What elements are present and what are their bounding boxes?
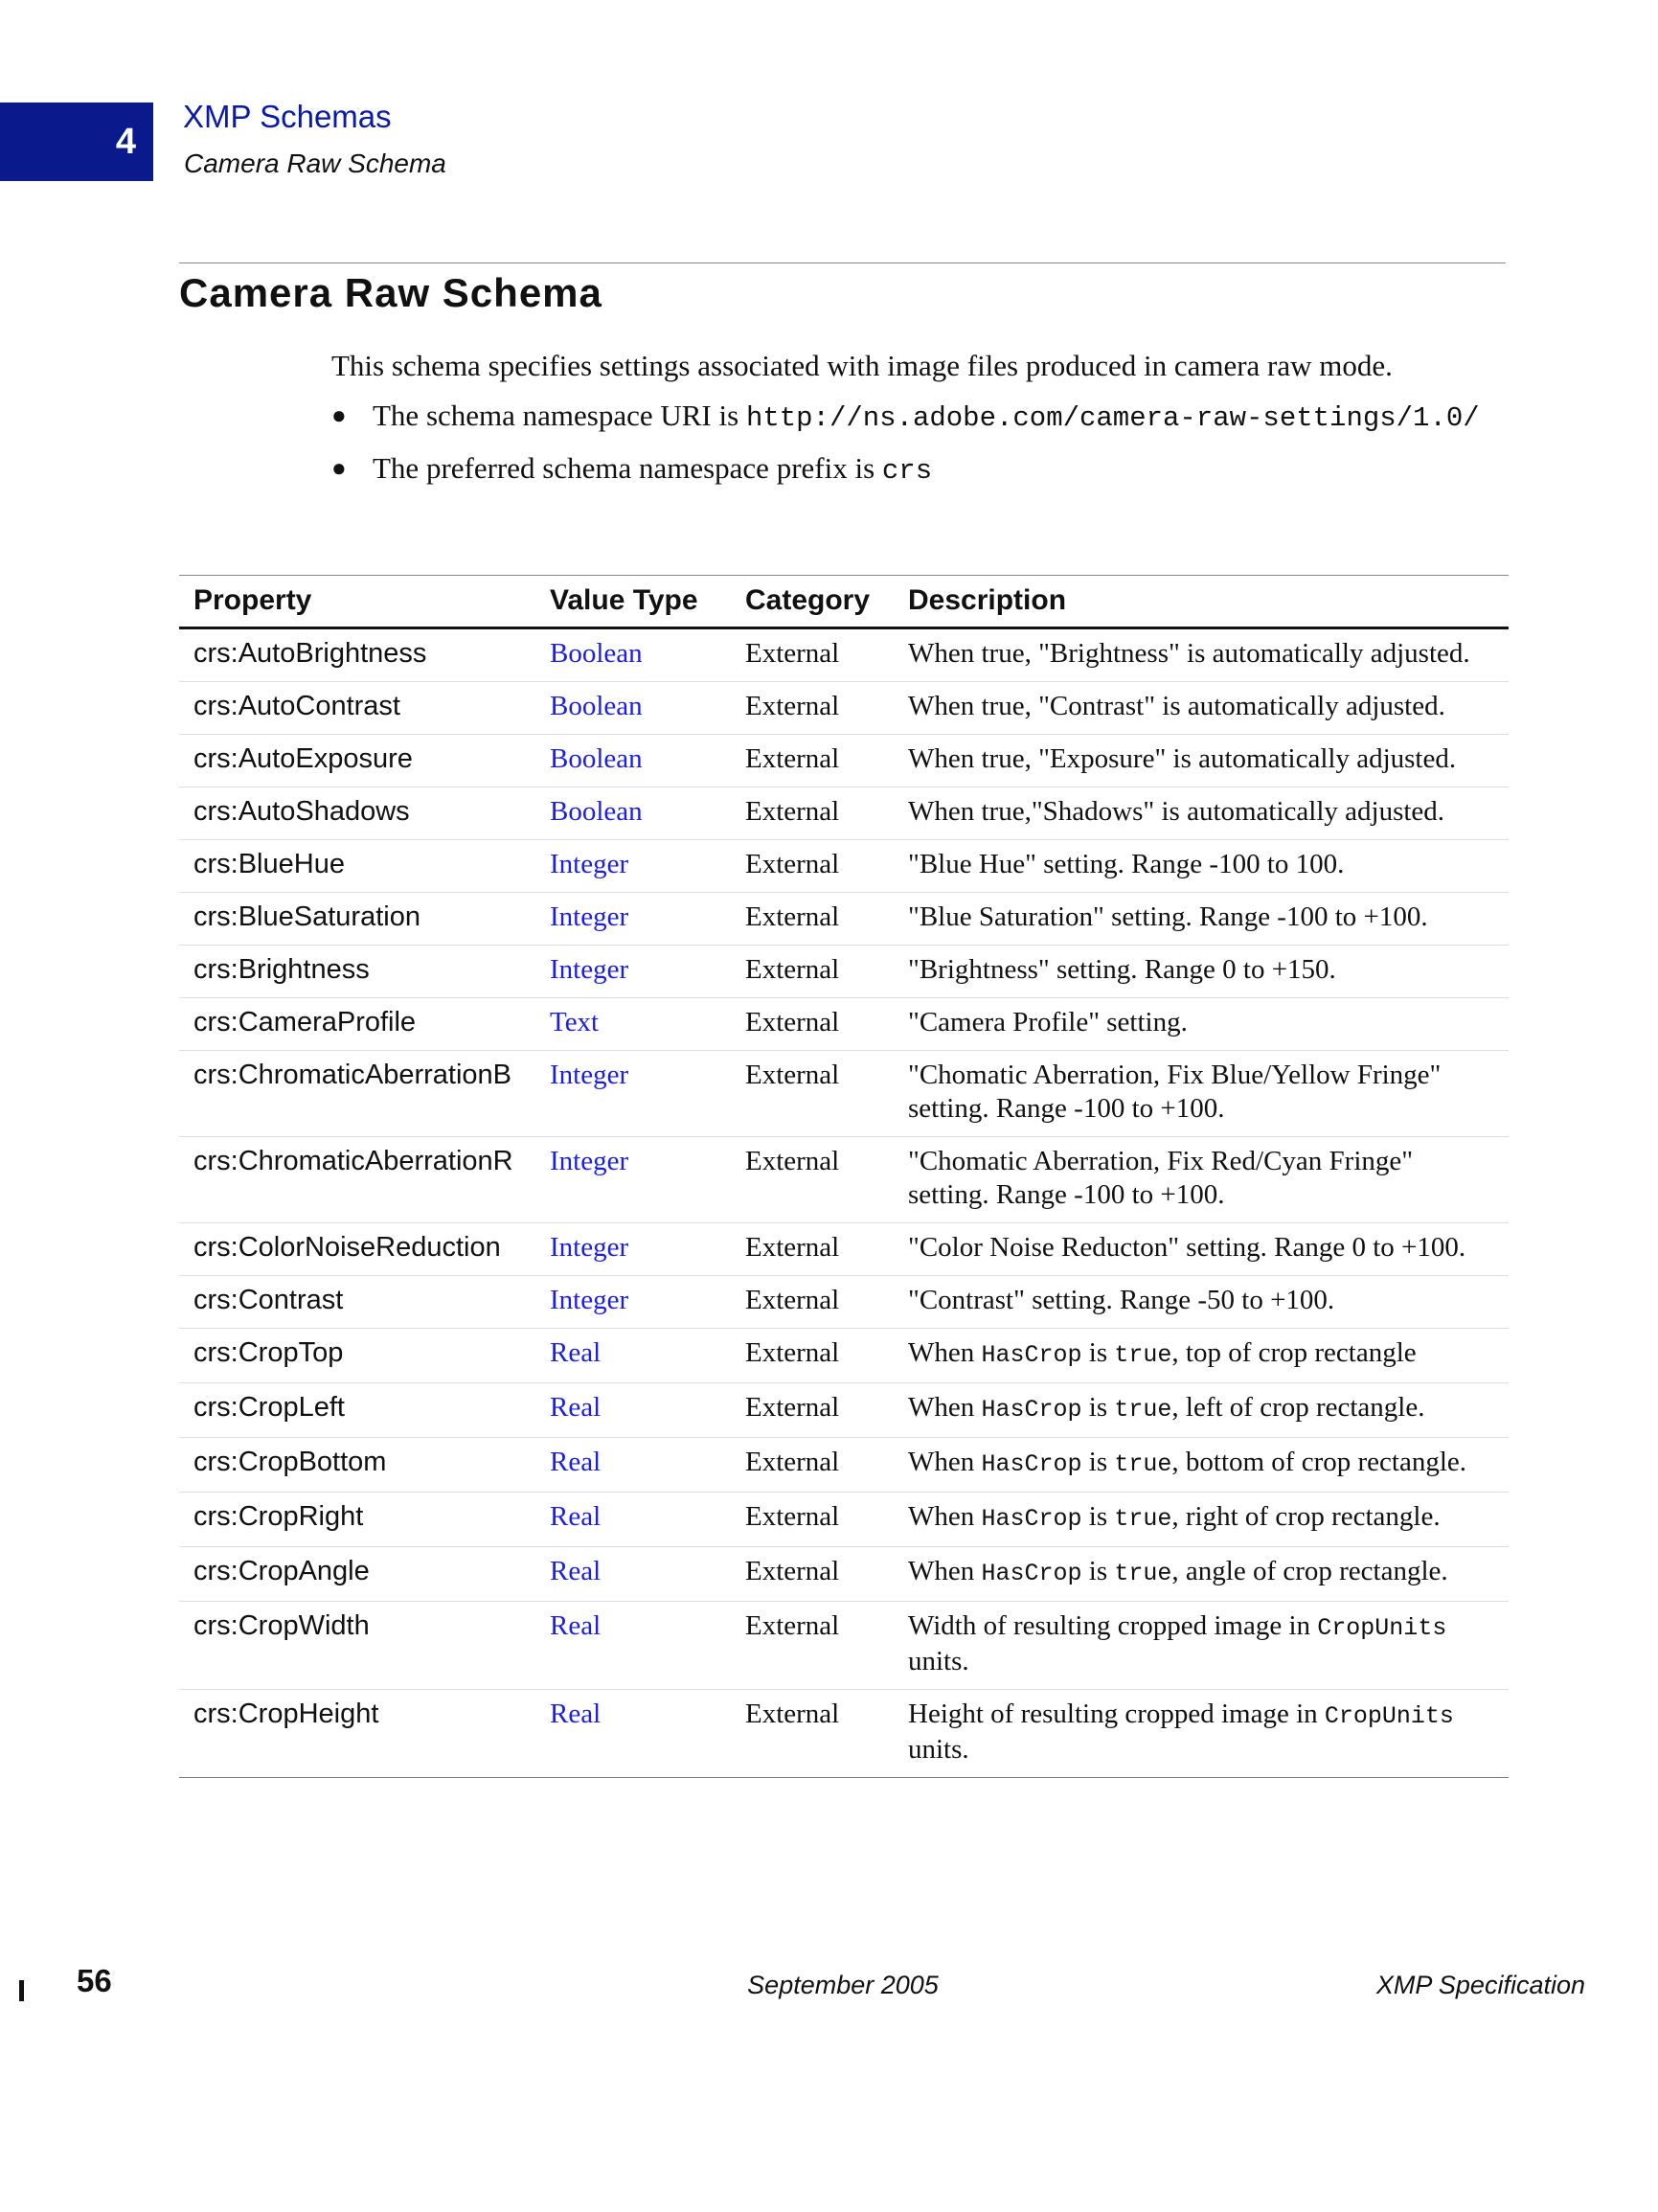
column-header-property: Property [179,576,535,628]
category-cell: External [731,1051,894,1137]
property-cell: crs:ChromaticAberrationB [179,1051,535,1137]
category-cell: External [731,998,894,1051]
description-text: When [908,1501,982,1532]
code-fragment: true [1114,1560,1172,1587]
category-cell: External [731,946,894,998]
code-fragment: true [1114,1505,1172,1533]
value-type-link[interactable]: Integer [535,1051,731,1137]
intro-paragraph: This schema specifies settings associated with image files produced in camera raw mode. [331,349,1393,382]
property-cell: crs:BlueSaturation [179,893,535,946]
value-type-link[interactable]: Boolean [535,787,731,840]
table-row [179,946,1509,998]
table-row [179,1493,1509,1547]
category-cell: External [731,893,894,946]
code-fragment: true [1114,1396,1172,1424]
description-cell: When true, "Exposure" is automatically adjusted. [894,735,1509,787]
code-fragment: CropUnits [1317,1614,1447,1642]
value-type-link[interactable]: Boolean [535,682,731,735]
description-text: units. [908,1734,969,1765]
value-type-link[interactable]: Boolean [550,638,643,669]
description-cell [894,1438,1509,1493]
property-cell: crs:CropLeft [179,1383,535,1438]
category-cell: External [731,1493,894,1547]
description-cell [894,1383,1509,1438]
description-cell [894,1329,1509,1383]
table-row [179,682,1509,735]
value-type-link[interactable]: Real [535,1690,731,1778]
code-fragment: HasCrop [981,1341,1082,1369]
category-cell: External [731,1329,894,1383]
property-cell: crs:CropAngle [179,1547,535,1602]
category-cell: External [731,735,894,787]
column-header-value-type: Value Type [535,576,731,628]
page-number: 56 [77,1963,112,1998]
table-row [179,1137,1509,1223]
table-row [179,1383,1509,1438]
value-type-link[interactable]: Real [535,1493,731,1547]
table-row [179,787,1509,840]
value-type-link[interactable]: Text [535,998,731,1051]
category-cell: External [745,638,840,669]
value-type-link[interactable]: Integer [535,946,731,998]
description-text: When [908,1556,982,1586]
value-type-link[interactable]: Integer [535,840,731,893]
table-row [179,1223,1509,1276]
description-text: When [908,1447,982,1477]
description-text: , right of crop rectangle. [1171,1501,1441,1532]
description-cell [894,1547,1509,1602]
category-cell: External [731,682,894,735]
property-cell: crs:ColorNoiseReduction [179,1223,535,1276]
description-text: is [1081,1447,1115,1477]
property-cell: crs:Brightness [179,946,535,998]
description-text: is [1081,1392,1115,1423]
bullet-list [331,398,1500,490]
description-cell: When true,"Shadows" is automatically adjusted. [894,787,1509,840]
table-row [179,998,1509,1051]
description-cell [894,1493,1509,1547]
table-header-row [179,576,1509,628]
category-cell: External [731,1438,894,1493]
table-row [179,840,1509,893]
intro-block [331,348,1500,503]
description-text: When [908,1337,982,1368]
namespace-uri: http://ns.adobe.com/camera-raw-settings/1.0/ [745,402,1480,434]
table-row [179,1051,1509,1137]
footer-document-title: XMP Specification [1375,1971,1585,1999]
property-cell: crs:CropTop [179,1329,535,1383]
value-type-link[interactable]: Integer [535,893,731,946]
bullet-namespace-prefix [331,450,1500,490]
title-rule [179,262,1506,263]
category-cell: External [731,1137,894,1223]
property-cell: crs:CropWidth [179,1602,535,1690]
value-type-link[interactable]: Integer [535,1223,731,1276]
description-cell: "Camera Profile" setting. [894,998,1509,1051]
page-title: Camera Raw Schema [179,270,602,315]
table-row [179,1438,1509,1493]
table-row [179,735,1509,787]
value-type-link[interactable]: Boolean [535,735,731,787]
category-cell: External [731,787,894,840]
bullet-icon: ● [331,401,347,429]
description-cell [894,1602,1509,1690]
description-text: is [1081,1556,1115,1586]
bullet-icon: ● [331,454,347,482]
value-type-link[interactable]: Real [535,1383,731,1438]
running-header-section: Camera Raw Schema [184,148,446,178]
value-type-link[interactable]: Integer [535,1137,731,1223]
description-text: is [1081,1501,1115,1532]
property-cell: crs:AutoBrightness [193,638,427,669]
description-text: When [908,1392,982,1423]
description-text: , angle of crop rectangle. [1171,1556,1448,1586]
property-cell: crs:CameraProfile [179,998,535,1051]
value-type-link[interactable]: Real [535,1329,731,1383]
value-type-link[interactable]: Real [535,1602,731,1690]
property-cell: crs:CropHeight [179,1690,535,1778]
category-cell: External [731,840,894,893]
value-type-link[interactable]: Real [535,1438,731,1493]
description-cell: "Contrast" setting. Range -50 to +100. [894,1276,1509,1329]
code-fragment: HasCrop [981,1505,1082,1533]
code-fragment: HasCrop [981,1396,1082,1424]
chapter-number: 4 [115,121,136,162]
description-text: units. [908,1646,969,1676]
value-type-link[interactable]: Integer [535,1276,731,1329]
property-cell: crs:AutoExposure [179,735,535,787]
category-cell: External [731,1547,894,1602]
running-header-chapter[interactable]: XMP Schemas [183,99,392,134]
description-cell [894,1690,1509,1778]
description-cell: When true, "Brightness" is automatically adjusted. [908,638,1470,669]
property-cell: crs:AutoContrast [179,682,535,735]
description-text: , bottom of crop rectangle. [1171,1447,1467,1477]
description-cell: When true, "Contrast" is automatically adjusted. [894,682,1509,735]
category-cell: External [731,1223,894,1276]
code-fragment: true [1114,1450,1172,1478]
property-cell: crs:BlueHue [179,840,535,893]
description-cell: "Brightness" setting. Range 0 to +150. [894,946,1509,998]
property-cell: crs:ChromaticAberrationR [179,1137,535,1223]
description-cell: "Chomatic Aberration, Fix Red/Cyan Fringe" setting. Range -100 to +100. [894,1137,1509,1223]
namespace-prefix: crs [881,455,933,487]
table-row [179,1602,1509,1690]
code-fragment: CropUnits [1324,1702,1454,1730]
column-header-description: Description [894,576,1509,628]
table-row [179,1690,1509,1778]
description-cell: "Chomatic Aberration, Fix Blue/Yellow Fringe" setting. Range -100 to +100. [894,1051,1509,1137]
column-header-category: Category [731,576,894,628]
table-body [179,628,1509,1778]
table-row [179,1547,1509,1602]
category-cell: External [731,1690,894,1778]
schema-table [179,575,1509,1778]
property-cell: crs:AutoShadows [179,787,535,840]
table-row [179,1329,1509,1383]
description-cell: "Color Noise Reducton" setting. Range 0 to +100. [894,1223,1509,1276]
description-cell: "Blue Hue" setting. Range -100 to 100. [894,840,1509,893]
property-cell: crs:CropRight [179,1493,535,1547]
property-cell: crs:CropBottom [179,1438,535,1493]
table-row [179,893,1509,946]
description-text: is [1081,1337,1115,1368]
category-cell: External [731,1276,894,1329]
bullet-text: The schema namespace URI is [373,399,746,432]
category-cell: External [731,1383,894,1438]
description-text: , left of crop rectangle. [1171,1392,1425,1423]
description-text: Height of resulting cropped image in [908,1699,1325,1729]
code-fragment: true [1114,1341,1172,1369]
category-cell: External [731,1602,894,1690]
bullet-text: The preferred schema namespace prefix is [373,451,882,485]
table-row [179,1276,1509,1329]
description-text: Width of resulting cropped image in [908,1610,1318,1641]
code-fragment: HasCrop [981,1450,1082,1478]
table-row [179,628,1509,682]
description-text: , top of crop rectangle [1171,1337,1417,1368]
chapter-tab [0,103,153,181]
property-cell: crs:Contrast [179,1276,535,1329]
footer-date: September 2005 [747,1971,939,1999]
description-cell: "Blue Saturation" setting. Range -100 to +100. [894,893,1509,946]
bullet-namespace-uri [331,398,1500,437]
code-fragment: HasCrop [981,1560,1082,1587]
value-type-link[interactable]: Real [535,1547,731,1602]
